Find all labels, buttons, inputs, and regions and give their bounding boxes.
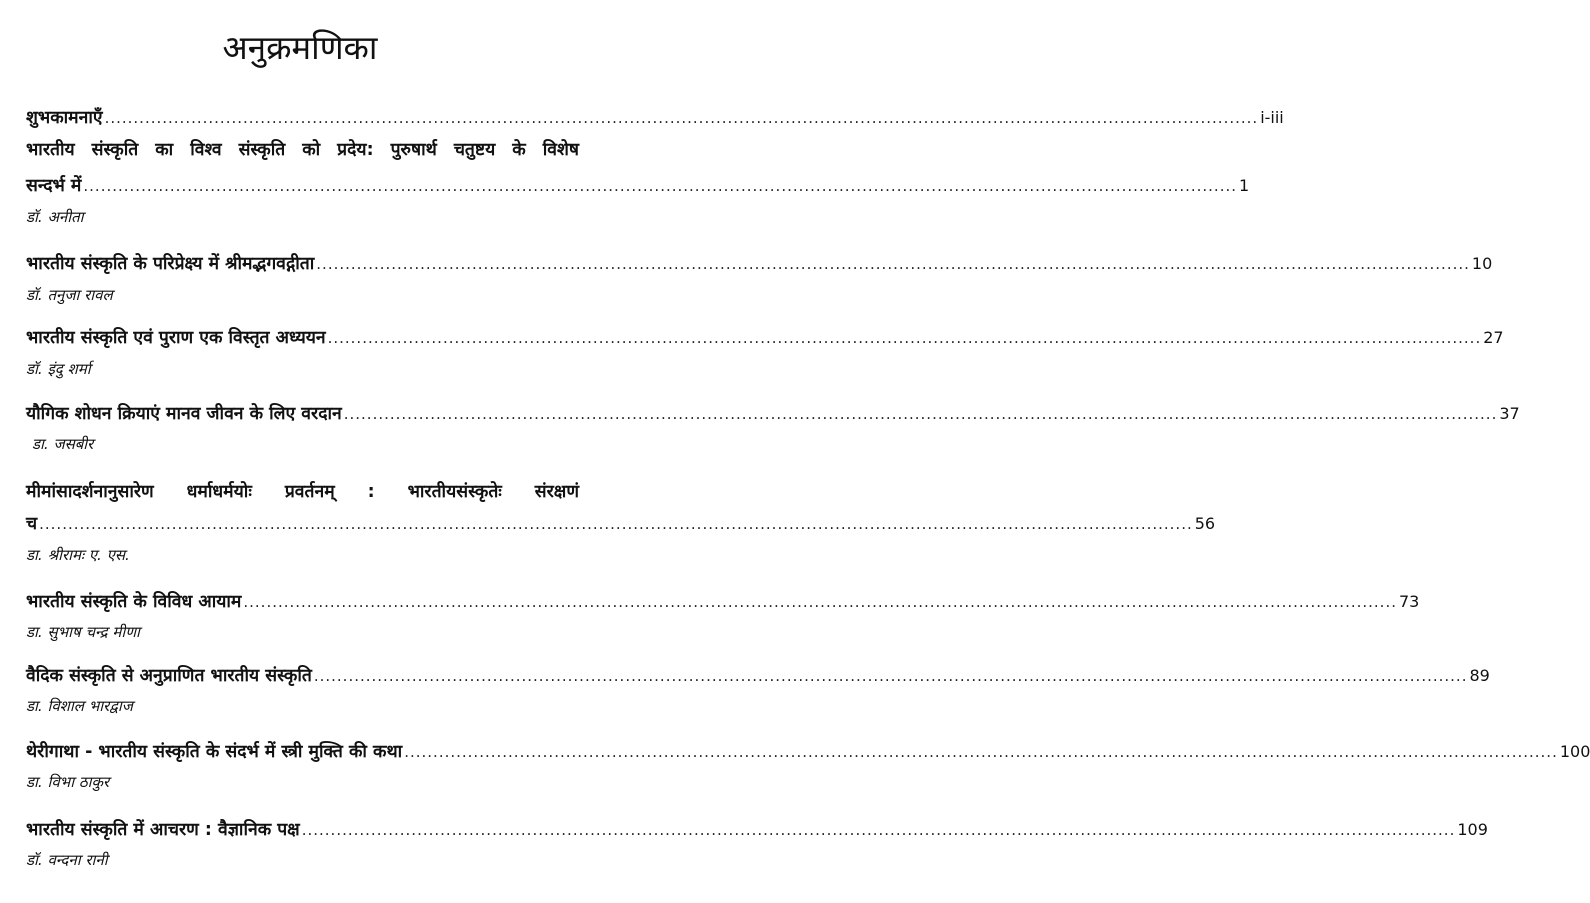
toc-entry: [26, 172, 1250, 200]
entry-author: डॉ. इंदु शर्मा: [26, 360, 91, 378]
entry-page: 100: [1559, 742, 1590, 761]
entry-title: शुभकामनाएँ: [26, 108, 103, 128]
entry-title: थेरीगाथा - भारतीय संस्कृति के संदर्भ में स्त्री मुक्ति की कथा: [26, 742, 403, 762]
dot-leader: ........................................................................................................................................................................................................: [313, 667, 1468, 685]
dot-leader: ........................................................................................................................................................................................................: [327, 329, 1482, 347]
entry-title: यौगिक शोधन क्रियाएं मानव जीवन के लिए वरदान: [26, 404, 342, 424]
entry-page: 37: [1499, 404, 1520, 423]
dot-leader: ........................................................................................................................................................................................................: [104, 109, 1259, 127]
entry-title-line2: सन्दर्भ में: [26, 176, 82, 196]
entry-page: 10: [1471, 254, 1493, 273]
entry-page: 1: [1239, 176, 1250, 195]
entry-title: वैदिक संस्कृति से अनुप्राणित भारतीय संस्कृति: [26, 666, 312, 686]
dot-leader: ........................................................................................................................................................................................................: [83, 177, 1238, 195]
entry-author: डॉ. अनीता: [26, 208, 84, 226]
entry-page: 109: [1457, 820, 1488, 839]
toc-entry: [26, 816, 1488, 844]
entry-title-line1: मीमांसादर्शनानुसारेण धर्माधर्मयोः प्रवर्तनम् : भारतीयसंस्कृतेः संरक्षणं: [26, 482, 579, 502]
entry-author: डा. विभा ठाकुर: [26, 773, 110, 791]
entry-title: भारतीय संस्कृति के विविध आयाम: [26, 592, 242, 612]
dot-leader: ........................................................................................................................................................................................................: [404, 743, 1558, 761]
toc-entry: [26, 588, 1420, 616]
dot-leader: ........................................................................................................................................................................................................: [301, 821, 1456, 839]
toc-entry: [26, 324, 1504, 352]
entry-title: भारतीय संस्कृति एवं पुराण एक विस्तृत अध्ययन: [26, 328, 326, 348]
entry-title: भारतीय संस्कृति में आचरण : वैज्ञानिक पक्ष: [26, 820, 300, 840]
toc-entry: [26, 400, 1520, 428]
dot-leader: ........................................................................................................................................................................................................: [39, 515, 1193, 533]
entry-author: डॉ. तनुजा रावल: [26, 286, 113, 304]
entry-page: i-iii: [1260, 108, 1284, 127]
entry-author: डा. श्रीरामः ए. एस.: [26, 546, 130, 564]
entry-author: डा. सुभाष चन्द्र मीणा: [26, 623, 140, 641]
entry-page: 89: [1469, 666, 1490, 685]
entry-title-line1: भारतीय संस्कृति का विश्व संस्कृति को प्रदेय: पुरुषार्थ चतुष्टय के विशेष: [26, 140, 579, 160]
dot-leader: ........................................................................................................................................................................................................: [243, 593, 1397, 611]
toc-entry: [26, 510, 1216, 538]
entry-author: डॉ. वन्दना रानी: [26, 851, 108, 869]
entry-page: 27: [1483, 328, 1504, 347]
toc-entry: [26, 104, 1284, 132]
entry-author: डा. विशाल भारद्वाज: [26, 697, 133, 715]
entry-page: 73: [1399, 592, 1420, 611]
entry-title: भारतीय संस्कृति के परिप्रेक्ष्य में श्रीमद्भगवद्गीता: [26, 254, 315, 274]
toc-entry: [26, 662, 1490, 690]
toc-entry: [26, 738, 1590, 766]
entry-page: 56: [1194, 514, 1216, 533]
toc-entry: [26, 250, 1493, 278]
entry-title-line2: च: [26, 514, 38, 534]
dot-leader: ........................................................................................................................................................................................................: [343, 405, 1498, 423]
page-title: अनुक्रमणिका: [222, 28, 378, 67]
dot-leader: ........................................................................................................................................................................................................: [316, 255, 1470, 273]
entry-author: डा. जसबीर: [32, 435, 94, 453]
